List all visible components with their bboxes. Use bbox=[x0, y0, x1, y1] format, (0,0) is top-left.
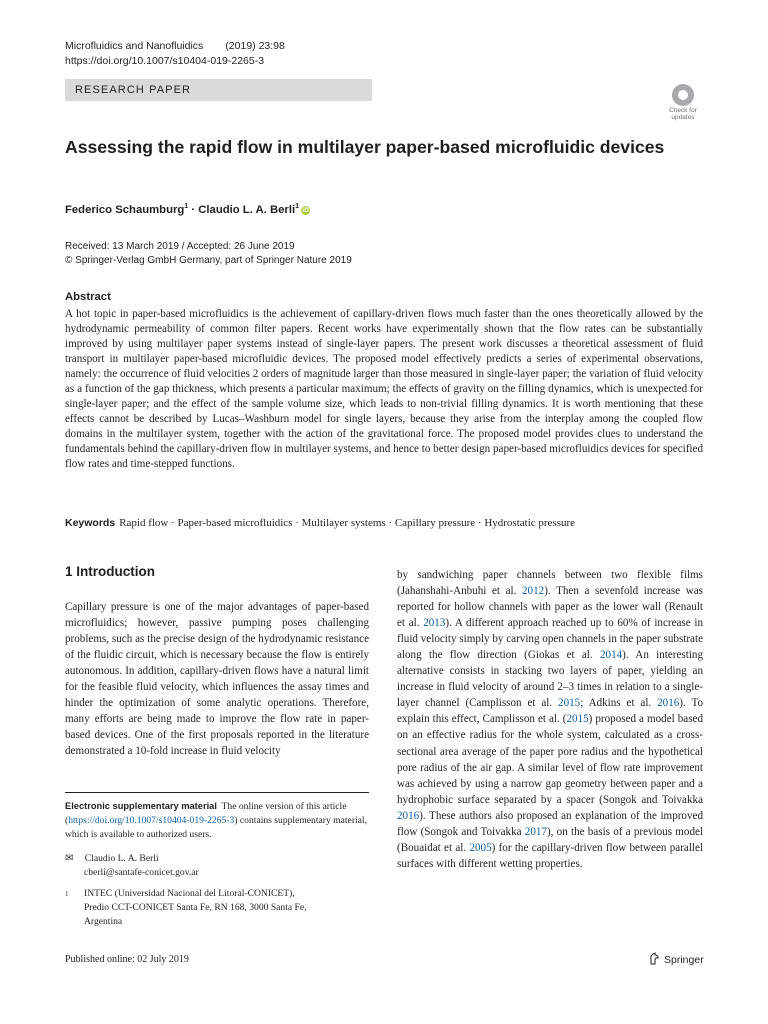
affiliation-line: Argentina bbox=[84, 916, 123, 927]
body-text: ), on the basis of a previous model (Bouaidat et al. bbox=[397, 825, 703, 854]
affiliation-number: 1 bbox=[65, 890, 69, 898]
article-dates bbox=[65, 240, 352, 268]
check-for-updates-badge[interactable] bbox=[664, 84, 702, 122]
intro-left-column: Capillary pressure is one of the major advantages of paper-based microfluidics; however, passive pumping poses challenging problems, such as the precise design of the hydrodynamic resistance of the fluidic circuit, which is necessary because the flow is entirely autonomous. In addition, capillary-driven flows have a natural limit for the feasible fluid velocity, which influences the assay times and hinder the optimization of some analytic operations. Therefore, many efforts are being made to improve the flow rate in paper-based devices. One of the first proposals reported in the literature demonstrated a 10-fold increase in fluid velocity bbox=[65, 601, 369, 758]
affiliation-line: INTEC (Universidad Nacional del Litoral-CONICET), bbox=[84, 888, 295, 899]
esm-doi-link[interactable]: https://doi.org/10.1007/s10404-019-2265-3 bbox=[68, 815, 235, 826]
received-accepted: Received: 13 March 2019 / Accepted: 26 June 2019 bbox=[65, 241, 295, 252]
esm-text: The online version of this article ( bbox=[65, 801, 347, 826]
springer-horse-icon bbox=[648, 952, 660, 965]
citation-link[interactable]: 2017 bbox=[524, 825, 547, 838]
body-text: by sandwiching paper channels between two flexible films (Jahanshahi-Anbuhi et al. bbox=[397, 569, 703, 598]
body-text: ). These authors also proposed an explanation of the improved flow (Songok and Toivakka bbox=[397, 809, 703, 838]
esm-label: Electronic supplementary material bbox=[65, 801, 217, 811]
citation-link[interactable]: 2013 bbox=[423, 617, 446, 630]
doi-link[interactable]: https://doi.org/10.1007/s10404-019-2265-3 bbox=[65, 55, 265, 67]
journal-name: Microfluidics and Nanofluidics bbox=[65, 40, 204, 52]
body-text: ). A different approach reached up to 60% of increase in fluid velocity simply by carving open channels in the paper substrate along the flow direction (Giokas et al. bbox=[397, 617, 703, 662]
article-title: Assessing the rapid flow in multilayer paper-based microfluidic devices bbox=[65, 137, 665, 157]
citation-link[interactable]: 2016 bbox=[657, 697, 680, 710]
author-name[interactable]: Claudio L. A. Berli bbox=[198, 203, 296, 216]
body-text: ) for the capillary-driven flow between parallel surfaces with different wetting properties. bbox=[397, 841, 703, 870]
publisher-name: Springer bbox=[664, 954, 704, 966]
abstract-text: A hot topic in paper-based microfluidics is the achievement of capillary-driven flows much faster than the ones theoretically allowed by the hydrodynamic permeability of common filter papers. Recent works have experimentally shown that the flow rates can be substantially improved by using multilayer paper systems instead of single-layer papers. The present work discusses a theoretical assessment of fluid transport in multilayer paper-based microfluidic devices. The proposed model effectively predicts a series of experimental observations, namely: the occurrence of fluid velocities 2 orders of magnitude larger than those measured in single-layer paper; the variation of fluid velocity as a function of the gap thickness, which presents a particular maximum; the effects of gravity on the filling dynamics, which is unexpected for single-layer paper; and the effect of the sample volume size, which leads to non-trivial filling dynamics. It is worth mentioning that these effects cannot be described by Lucas–Washburn model for single layers, because they arise from the interplay among the coupled flow domains in the multilayer system, together with the action of the gravitational force. The proposed model provides clues to understand the fundamentals behind the capillary-driven flow in multilayer systems, and hence to better design paper-based microfluidics devices for specified flow rates and time-stepped functions. bbox=[65, 308, 703, 471]
journal-header bbox=[65, 39, 285, 69]
affiliation bbox=[65, 887, 307, 929]
keywords bbox=[65, 517, 575, 529]
section-heading: 1 Introduction bbox=[65, 564, 155, 579]
abstract-heading: Abstract bbox=[65, 291, 111, 303]
article-type-banner: RESEARCH PAPER bbox=[65, 79, 372, 101]
check-for-updates-icon bbox=[672, 84, 694, 106]
body-text: ). Then a sevenfold increase was reported for hollow channels with paper as the lower wall (Renault et al. bbox=[397, 585, 703, 630]
corresponding-author-email[interactable]: cberli@santafe-conicet.gov.ar bbox=[84, 867, 199, 878]
orcid-icon[interactable]: iD bbox=[302, 206, 309, 214]
envelope-icon: ✉ bbox=[65, 853, 74, 864]
citation-link[interactable]: 2015 bbox=[566, 713, 589, 726]
keywords-list: Rapid flow · Paper-based microfluidics · Multilayer systems · Capillary pressure · Hydrostatic pressure bbox=[119, 517, 576, 529]
citation-link[interactable]: 2014 bbox=[599, 649, 623, 662]
published-date: Published online: 02 July 2019 bbox=[65, 954, 189, 965]
esm-footnote bbox=[65, 799, 369, 842]
publisher-logo bbox=[648, 952, 704, 966]
author-list bbox=[65, 203, 310, 216]
copyright-line: © Springer-Verlag GmbH Germany, part of Springer Nature 2019 bbox=[65, 255, 352, 266]
check-for-updates-label: Check for bbox=[669, 107, 697, 114]
citation-link[interactable]: 2016 bbox=[397, 809, 420, 822]
body-text: ; Adkins et al. bbox=[580, 697, 658, 710]
citation-link[interactable]: 2015 bbox=[558, 697, 581, 710]
affiliation-line: Predio CCT-CONICET Santa Fe, RN 168, 3000 Santa Fe, bbox=[84, 902, 307, 913]
citation-link[interactable]: 2012 bbox=[522, 585, 545, 598]
author-separator: · bbox=[191, 203, 196, 216]
corresponding-author bbox=[65, 852, 199, 880]
author-affiliation-marker: 1 bbox=[295, 203, 300, 210]
intro-right-column bbox=[397, 567, 703, 872]
esm-text: ) contains supplementary material, which is available to authorized users. bbox=[65, 815, 367, 840]
author-name[interactable]: Federico Schaumburg bbox=[65, 203, 185, 216]
keywords-label: Keywords bbox=[65, 517, 116, 529]
citation-link[interactable]: 2005 bbox=[469, 841, 492, 854]
body-text: ). To explain this effect, Camplisson et al. ( bbox=[397, 697, 703, 726]
body-text: ). An interesting alternative consists in stacking two layers of paper, yielding an increase in fluid velocity of around 2–3 times in relation to a single-layer channel (Camplisson et al. bbox=[397, 649, 703, 710]
footnote-divider bbox=[65, 792, 369, 793]
body-text: ) proposed a model based on an effective radius for the whole system, calculated as a cross-sectional area average of the paper pore radius and the hypothetical pore radius of the air gap. A similar level of flow rate improvement was achieved by using a narrow gap geometry between paper and a hydrophobic surface separated by a spacer (Songok and Toivakka bbox=[397, 713, 703, 806]
check-for-updates-label-2: updates bbox=[671, 114, 695, 121]
author-affiliation-marker: 1 bbox=[184, 203, 189, 210]
journal-volume: (2019) 23:98 bbox=[225, 40, 285, 52]
corresponding-author-name: Claudio L. A. Berli bbox=[84, 853, 159, 864]
